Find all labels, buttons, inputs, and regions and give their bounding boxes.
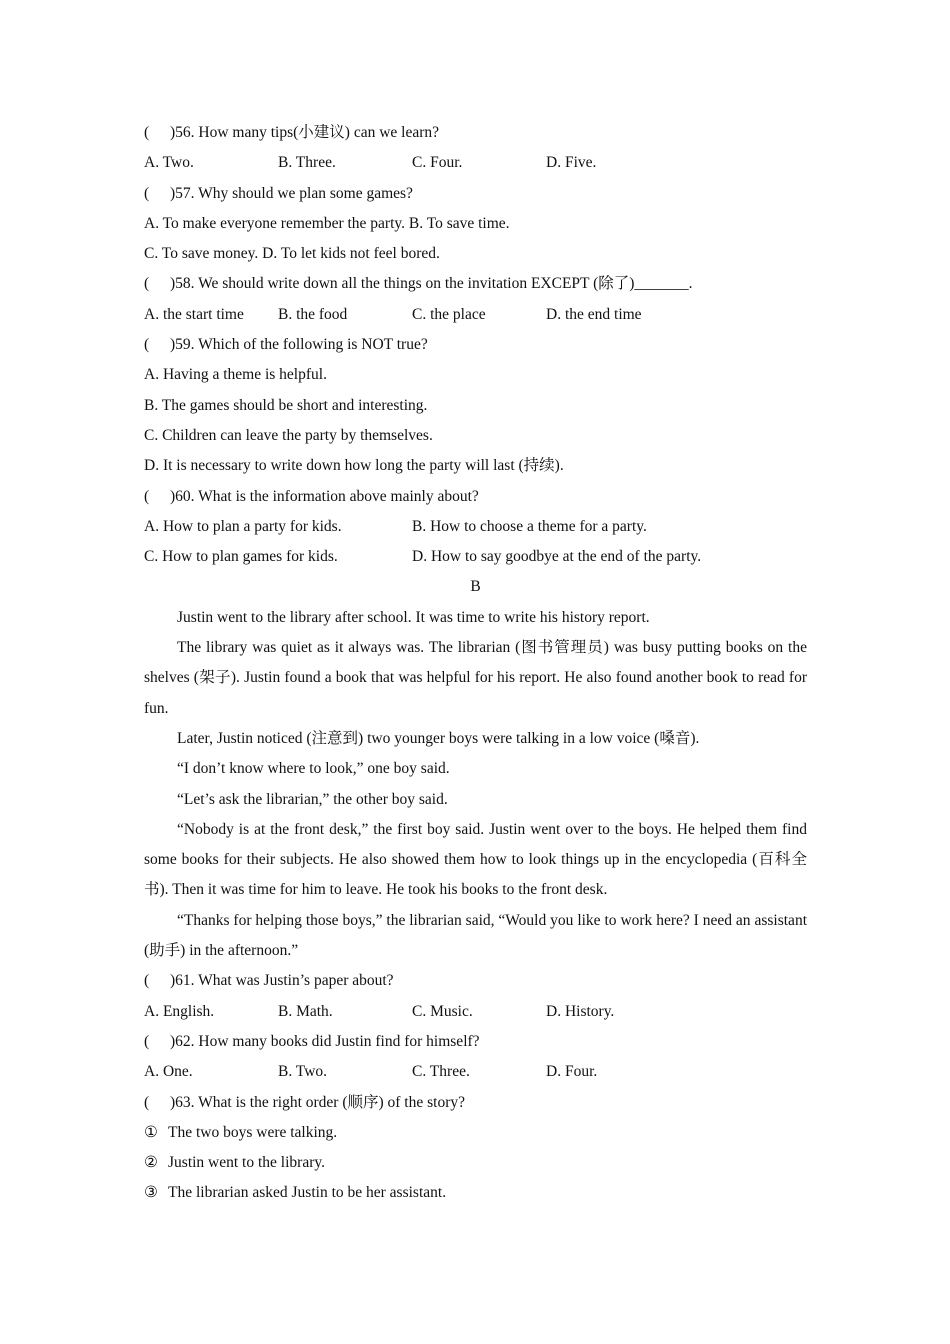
question-60 (144, 482, 807, 512)
option-d: D. How to say goodbye at the end of the party. (412, 548, 702, 566)
worksheet-page (144, 118, 807, 1209)
question-text: )56. How many tips(小建议) can we learn? (170, 124, 440, 141)
question-text: )57. Why should we plan some games? (170, 184, 413, 202)
answer-blank: ( (144, 275, 150, 293)
question-58-options (144, 300, 807, 330)
question-62 (144, 1027, 807, 1057)
question-text: )58. We should write down all the things on the invitation EXCEPT (除了)_______. (170, 275, 693, 293)
passage-paragraph-2: The library was quiet as it always was. The librarian (图书管理员) was busy putting books on the shelves (架子). Justin found a book that was helpful for his report. He also found another book to read for fun. (144, 639, 807, 717)
order-item-1 (144, 1118, 807, 1148)
question-58 (144, 269, 807, 299)
question-text: )61. What was Justin’s paper about? (170, 972, 394, 990)
circled-number-2: ② (144, 1154, 158, 1172)
passage-paragraph-4: “I don’t know where to look,” one boy said. (177, 760, 450, 778)
answer-blank: ( (144, 1093, 150, 1111)
option-b: B. How to choose a theme for a party. (412, 517, 647, 535)
circled-number-3: ③ (144, 1184, 158, 1202)
passage-paragraph-6: “Nobody is at the front desk,” the first boy said. Justin went over to the boys. He helped them find some books for their subjects. He also showed them how to look things up in the encyclopedia (百科全书). Then it was time for him to leave. He took his books to the front desk. (144, 820, 807, 899)
question-57-options-line-2: C. To save money. D. To let kids not feel bored. (144, 245, 440, 263)
option-b: B. The games should be short and interesting. (144, 396, 428, 414)
question-60-options-row-2 (144, 542, 807, 572)
option-a: A. English. (144, 1002, 215, 1020)
passage-paragraph-3: Later, Justin noticed (注意到) two younger boys were talking in a low voice (嗓音). (177, 729, 700, 747)
question-56 (144, 118, 807, 148)
answer-blank: ( (144, 1032, 150, 1050)
option-d: D. It is necessary to write down how long the party will last (持续). (144, 457, 564, 475)
question-62-options (144, 1057, 807, 1087)
section-heading: B (470, 578, 481, 596)
order-item-text: The two boys were talking. (168, 1123, 338, 1141)
option-c: C. the place (412, 305, 486, 323)
question-61 (144, 966, 807, 996)
option-b: B. Math. (278, 1002, 333, 1020)
option-c: C. How to plan games for kids. (144, 548, 338, 566)
order-item-2 (144, 1148, 807, 1178)
option-b: B. the food (278, 305, 348, 323)
option-b: B. Three. (278, 154, 336, 172)
question-text: )62. How many books did Justin find for himself? (170, 1032, 480, 1050)
answer-blank: ( (144, 972, 150, 990)
order-item-text: Justin went to the library. (168, 1154, 325, 1172)
question-57 (144, 179, 807, 209)
passage-paragraph-1: Justin went to the library after school. It was time to write his history report. (177, 608, 650, 626)
question-text: )63. What is the right order (顺序) of the story? (170, 1093, 465, 1111)
option-a: A. How to plan a party for kids. (144, 517, 342, 535)
answer-blank: ( (144, 487, 150, 505)
order-item-3 (144, 1178, 807, 1208)
question-61-options (144, 997, 807, 1027)
passage-paragraph-5: “Let’s ask the librarian,” the other boy said. (177, 790, 448, 808)
passage-paragraph-7: “Thanks for helping those boys,” the librarian said, “Would you like to work here? I need an assistant (助手) in the afternoon.” (144, 911, 807, 960)
question-59 (144, 330, 807, 360)
question-text: )59. Which of the following is NOT true? (170, 336, 428, 354)
circled-number-1: ① (144, 1123, 158, 1141)
option-c: C. Three. (412, 1063, 470, 1081)
answer-blank: ( (144, 124, 150, 141)
option-c: C. Four. (412, 154, 463, 172)
question-56-options (144, 148, 807, 178)
option-d: D. Four. (546, 1063, 598, 1081)
question-57-options-line-1: A. To make everyone remember the party. B. To save time. (144, 214, 510, 232)
option-a: A. One. (144, 1063, 193, 1081)
option-d: D. Five. (546, 154, 597, 172)
option-a: A. the start time (144, 305, 244, 323)
answer-blank: ( (144, 336, 150, 354)
answer-blank: ( (144, 184, 150, 202)
option-c: C. Children can leave the party by themselves. (144, 426, 433, 444)
option-a: A. Having a theme is helpful. (144, 366, 327, 384)
option-d: D. History. (546, 1002, 615, 1020)
option-a: A. Two. (144, 154, 194, 172)
option-b: B. Two. (278, 1063, 328, 1081)
option-c: C. Music. (412, 1002, 473, 1020)
question-text: )60. What is the information above mainly about? (170, 487, 479, 505)
option-d: D. the end time (546, 305, 642, 323)
question-60-options-row-1 (144, 512, 807, 542)
order-item-text: The librarian asked Justin to be her assistant. (168, 1184, 447, 1202)
question-63 (144, 1088, 807, 1118)
